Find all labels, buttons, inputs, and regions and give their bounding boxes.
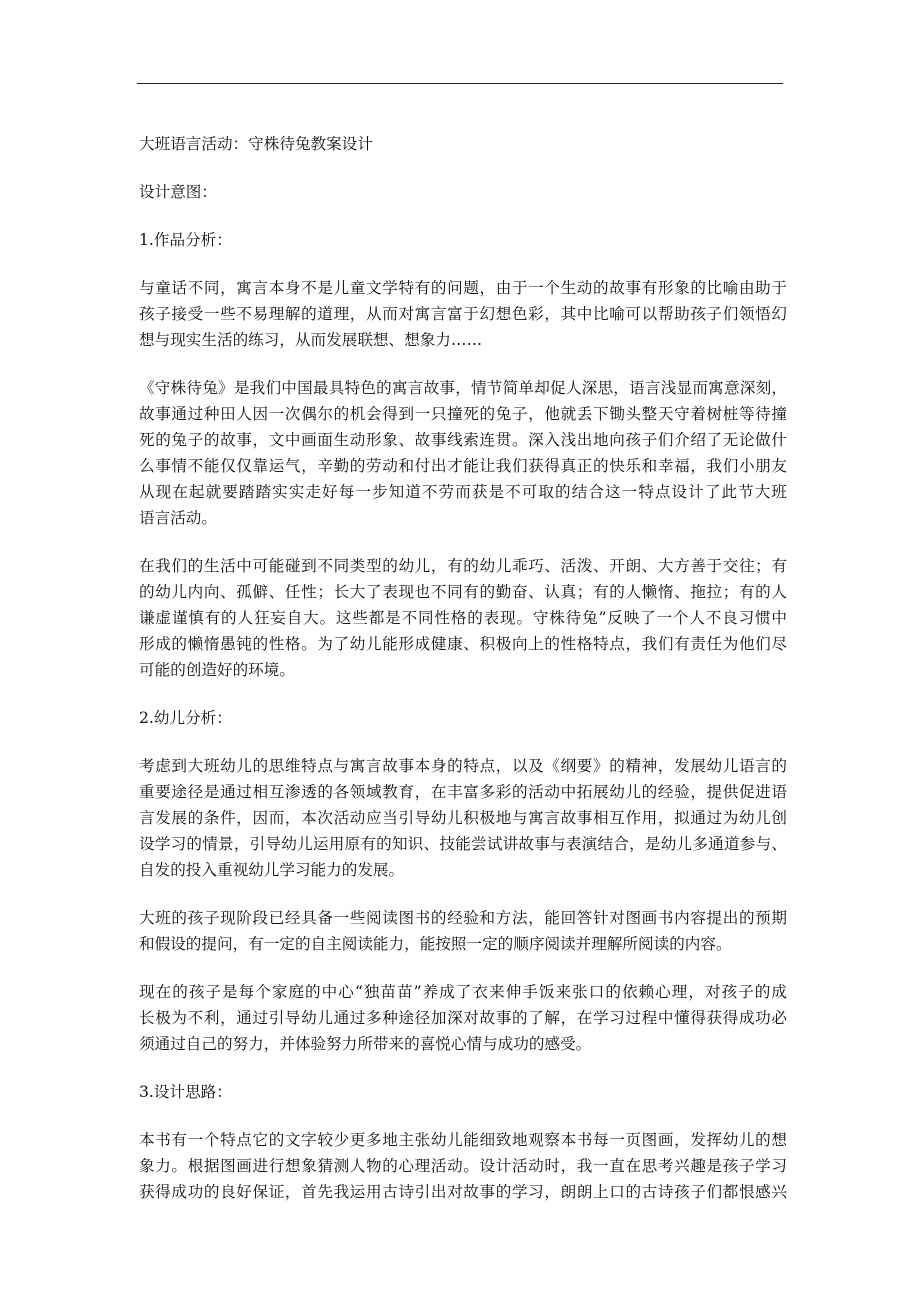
section-heading-design-ideas: 3.设计思路： [139, 1083, 232, 1101]
section-heading-work-analysis: 1.作品分析： [139, 231, 232, 249]
paragraph-line: 想与现实生活的练习，从而发展联想、想象力…… [139, 331, 483, 349]
paragraph-story-summary [139, 375, 787, 531]
paragraph-line: 谦虚谨慎有的人狂妄自大。这些都是不同性格的表现。守株待兔”反映了一个人不良习惯中 [139, 609, 787, 627]
paragraph-line: 须通过自己的努力，并体验努力所带来的喜悦心情与成功的感受。 [139, 1035, 592, 1053]
paragraph-line: 设学习的情景，引导幼儿运用原有的知识、技能尝试讲故事与表演结合，是幼儿多通道参与、 [139, 835, 787, 853]
paragraph-line: 么事情不能仅仅靠运气，辛勤的劳动和付出才能让我们获得真正的快乐和幸福，我们小朋友 [139, 457, 787, 475]
paragraph-line: 与童话不同，寓言本身不是儿童文学特有的问题，由于一个生动的故事有形象的比喻由助于 [139, 279, 787, 297]
paragraph-line: 孩子接受一些不易理解的道理，从而对寓言富于幻想色彩，其中比喻可以帮助孩子们领悟幻 [139, 305, 787, 323]
paragraph-only-child [139, 979, 787, 1057]
paragraph-line: 重要途径是通过相互渗透的各领域教育，在丰富多彩的活动中拓展幼儿的经验，提供促进语 [139, 783, 787, 801]
paragraph-line: 形成的懒惰愚钝的性格。为了幼儿能形成健康、积极向上的性格特点，我们有责任为他们尽 [139, 635, 787, 653]
paragraph-line: 语言活动。 [139, 509, 217, 527]
paragraph-line: 《守株待兔》是我们中国最具特色的寓言故事，情节简单却促人深思，语言浅显而寓意深刻， [139, 379, 787, 397]
paragraph-line: 考虑到大班幼儿的思维特点与寓言故事本身的特点，以及《纲要》的精神，发展幼儿语言的 [139, 757, 787, 775]
paragraph-line: 获得成功的良好保证，首先我运用古诗引出对故事的学习，朗朗上口的古诗孩子们都恨感兴 [139, 1183, 787, 1201]
document-body [139, 131, 787, 1205]
paragraph-fable-intro [139, 275, 787, 353]
paragraph-line: 的幼儿内向、孤僻、任性；长大了表现也不同有的勤奋、认真；有的人懒惰、拖拉；有的人 [139, 583, 787, 601]
paragraph-line: 死的兔子的故事，文中画面生动形象、故事线索连贯。深入浅出地向孩子们介绍了无论做什 [139, 431, 787, 449]
header-rule [137, 83, 783, 84]
paragraph-line: 自发的投入重视幼儿学习能力的发展。 [139, 861, 405, 879]
paragraph-child-thinking [139, 753, 787, 883]
paragraph-line: 大班的孩子现阶段已经具备一些阅读图书的经验和方法，能回答针对图画书内容提出的预期 [139, 909, 787, 927]
paragraph-line: 长极为不利，通过引导幼儿通过多种途径加深对故事的了解，在学习过程中懂得获得成功必 [139, 1009, 787, 1027]
paragraph-line: 从现在起就要踏踏实实走好每一步知道不劳而获是不可取的结合这一特点设计了此节大班 [139, 483, 787, 501]
paragraph-line: 现在的孩子是每个家庭的中心“独苗苗”养成了衣来伸手饭来张口的依赖心理，对孩子的成 [139, 983, 787, 1001]
paragraph-line: 象力。根据图画进行想象猜测人物的心理活动。设计活动时，我一直在思考兴趣是孩子学习 [139, 1157, 787, 1175]
paragraph-reading-ability [139, 905, 787, 957]
paragraph-design-approach [139, 1127, 787, 1205]
paragraph-line: 在我们的生活中可能碰到不同类型的幼儿，有的幼儿乖巧、活泼、开朗、大方善于交往；有 [139, 557, 787, 575]
intent-heading: 设计意图： [139, 183, 217, 201]
paragraph-line: 本书有一个特点它的文字较少更多地主张幼儿能细致地观察本书每一页图画，发挥幼儿的想 [139, 1131, 787, 1149]
paragraph-line: 言发展的条件，因而，本次活动应当引导幼儿积极地与寓言故事相互作用，拟通过为幼儿创 [139, 809, 787, 827]
paragraph-line: 可能的创造好的环境。 [139, 661, 295, 679]
paragraph-line: 和假设的提问，有一定的自主阅读能力，能按照一定的顺序阅读并理解所阅读的内容。 [139, 935, 732, 953]
paragraph-personality-types [139, 553, 787, 683]
section-heading-child-analysis: 2.幼儿分析： [139, 709, 232, 727]
document-title: 大班语言活动：守株待兔教案设计 [139, 135, 373, 153]
paragraph-line: 故事通过种田人因一次偶尔的机会得到一只撞死的兔子，他就丢下锄头整天守着树桩等待撞 [139, 405, 787, 423]
